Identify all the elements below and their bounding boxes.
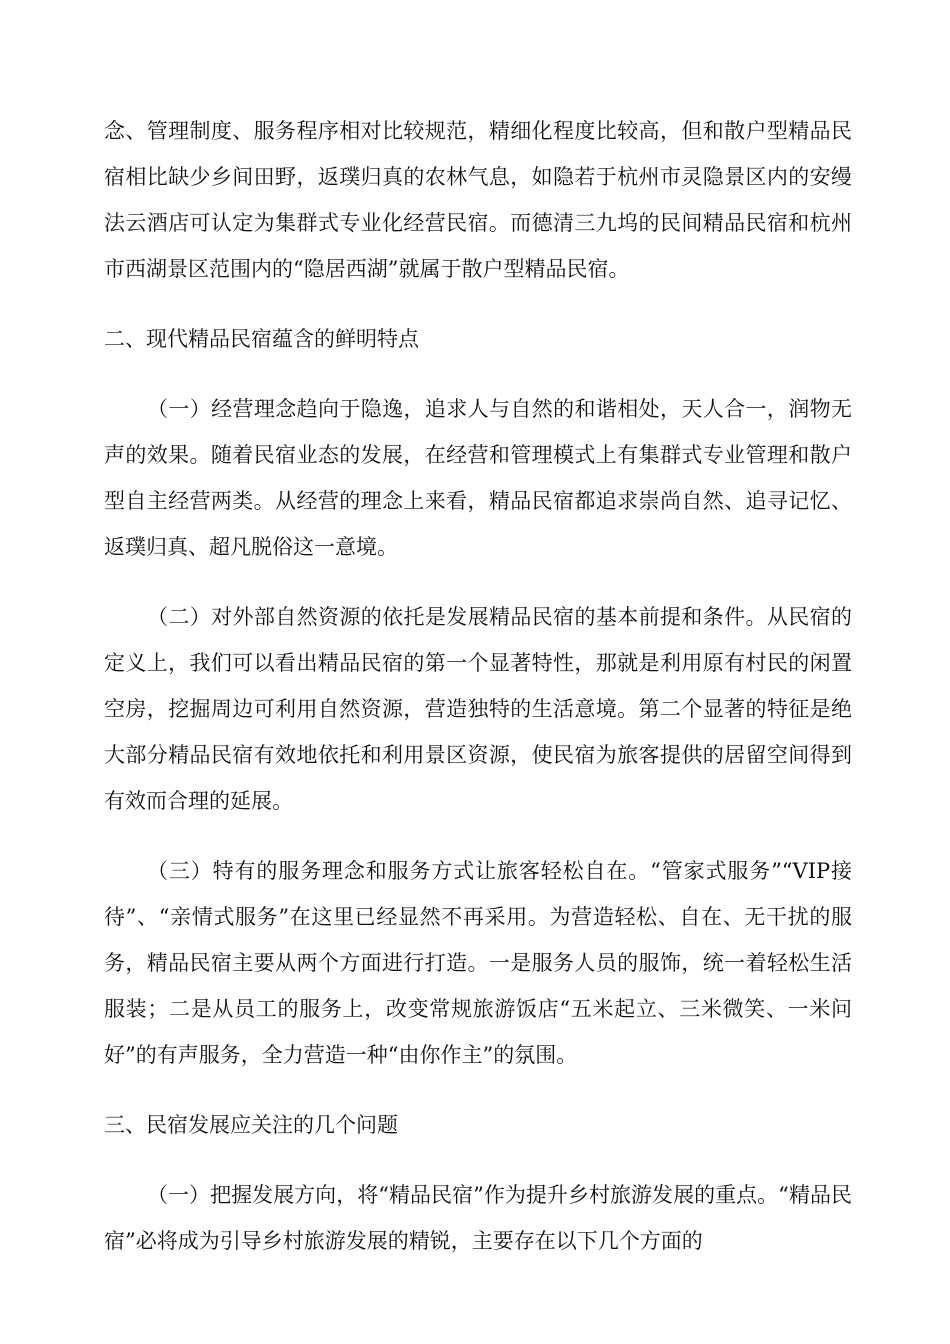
paragraph-2-3: （三）特有的服务理念和服务方式让旅客轻松自在。“管家式服务”“VIP接待”、“亲情式服务”在这里已经显然不再采用。为营造轻松、自在、无干扰的服务，精品民宿主要从两个方面进行打造。一是服务人员的服饰，统一着轻松生活服装；二是从员工的服务上，改变常规旅游饭店“五米起立、三米微笑、一米问好”的有声服务，全力营造一种“由你作主”的氛围。 bbox=[104, 859, 852, 1067]
document-page bbox=[104, 108, 852, 1264]
section-heading-2: 二、现代精品民宿蕴含的鲜明特点 bbox=[104, 327, 419, 351]
paragraph-2-1: （一）经营理念趋向于隐逸，追求人与自然的和谐相处，天人合一，润物无声的效果。随着民宿业态的发展，在经营和管理模式上有集群式专业管理和散户型自主经营两类。从经营的理念上来看，精品民宿都追求崇尚自然、追寻记忆、返璞归真、超凡脱俗这一意境。 bbox=[104, 397, 852, 559]
paragraph-continuation: 念、管理制度、服务程序相对比较规范，精细化程度比较高，但和散户型精品民宿相比缺少乡间田野，返璞归真的农林气息，如隐若于杭州市灵隐景区内的安缦法云酒店可认定为集群式专业化经营民宿。而德清三九坞的民间精品民宿和杭州市西湖景区范围内的“隐居西湖”就属于散户型精品民宿。 bbox=[104, 119, 852, 281]
paragraph-2-2: （二）对外部自然资源的依托是发展精品民宿的基本前提和条件。从民宿的定义上，我们可以看出精品民宿的第一个显著特性，那就是利用原有村民的闲置空房，挖掘周边可利用自然资源，营造独特的生活意境。第二个显著的特征是绝大部分精品民宿有效地依托和利用景区资源，使民宿为旅客提供的居留空间得到有效而合理的延展。 bbox=[104, 605, 852, 813]
section-heading-3: 三、民宿发展应关注的几个问题 bbox=[104, 1113, 398, 1137]
paragraph-3-1: （一）把握发展方向，将“精品民宿”作为提升乡村旅游发展的重点。“精品民宿”必将成为引导乡村旅游发展的精锐，主要存在以下几个方面的 bbox=[104, 1183, 852, 1253]
